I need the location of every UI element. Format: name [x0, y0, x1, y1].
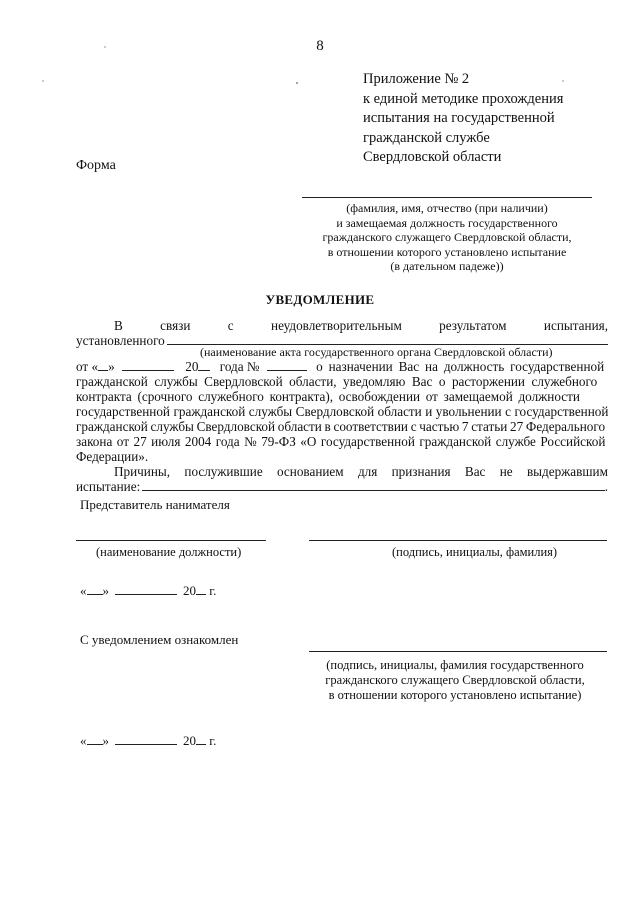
form-label: Форма: [76, 158, 116, 173]
acknowledgement-label: С уведомлением ознакомлен: [80, 632, 239, 647]
reasons-line-1: [114, 464, 608, 479]
body-word: признания: [391, 464, 451, 479]
addressee-caption: [292, 201, 602, 274]
acknowledgement-caption-line: в отношении которого установлено испытание): [328, 688, 582, 702]
body-word: В: [114, 318, 123, 333]
body-line-1: [76, 318, 608, 333]
body-word: послужившие: [184, 464, 263, 479]
page-number: 8: [316, 38, 324, 54]
year-blank[interactable]: [196, 583, 206, 595]
body-line-3: [76, 359, 608, 374]
date-open: от «: [76, 359, 99, 374]
appendix-header: [363, 70, 563, 168]
body-word: испытания,: [543, 318, 608, 333]
body-word: для: [357, 464, 378, 479]
signature-caption: (подпись, инициалы, фамилия): [392, 545, 558, 559]
body-line-8: закона от 27 июля 2004 года № 79-ФЗ «О государственной гражданской службе Российской: [76, 434, 606, 449]
date-quote-close: »: [102, 733, 109, 748]
body-text: .: [604, 479, 608, 494]
body-word: с: [227, 318, 234, 333]
acknowledgement-caption-line: гражданского служащего Свердловской области,: [325, 673, 585, 687]
body-line-4: гражданской службы Свердловской области, уведомляю Вас о расторжении служебного: [76, 374, 598, 389]
addressee-caption-line: (фамилия, имя, отчество (при наличии): [346, 201, 548, 215]
year-prefix: 20: [185, 359, 199, 374]
date-quote-open: «: [80, 733, 87, 748]
year-prefix: 20: [183, 733, 196, 748]
date-quote-open: «: [80, 583, 87, 598]
month-blank[interactable]: [115, 733, 177, 745]
date-quote-close: »: [102, 583, 109, 598]
number-blank[interactable]: [267, 359, 307, 371]
body-line-6: государственной гражданской службы Свердловской области и увольнении с государственной: [76, 404, 609, 419]
document-title: УВЕДОМЛЕНИЕ: [265, 292, 375, 307]
day-blank[interactable]: [87, 583, 103, 595]
reasons-line-2: [76, 479, 608, 494]
addressee-caption-line: в отношении которого установлено испытание: [327, 244, 567, 259]
signature-blank-line[interactable]: [309, 540, 607, 541]
body-word: неудовлетворительным: [271, 318, 402, 333]
scan-speck: [42, 80, 44, 82]
appendix-line: Свердловской области: [363, 149, 502, 165]
year-suffix: г.: [209, 733, 217, 748]
date-field-2: [80, 733, 216, 749]
day-blank[interactable]: [98, 359, 108, 371]
date-close: »: [108, 359, 115, 374]
addressee-blank-line[interactable]: [302, 197, 592, 198]
body-line-7: гражданской службы Свердловской области в соответствии с частью 7 статьи 27 Федерального: [76, 419, 606, 434]
body-line-5: контракта (срочного служебного контракта), освобождении от замещаемой должности: [76, 389, 580, 404]
acknowledgement-signature-line[interactable]: [309, 651, 607, 652]
year-prefix: 20: [183, 583, 196, 598]
body-word: Вас: [464, 464, 486, 479]
addressee-caption-line: (в дательном падеже)): [390, 259, 504, 273]
month-blank[interactable]: [122, 359, 174, 371]
body-word: основанием: [276, 464, 344, 479]
reasons-blank[interactable]: [142, 479, 604, 491]
year-blank[interactable]: [196, 733, 206, 745]
addressee-caption-line: и замещаемая должность государственного: [336, 215, 558, 230]
body-word: связи: [160, 318, 191, 333]
date-field-1: [80, 583, 216, 599]
body-text: установленного: [76, 333, 165, 348]
position-caption: (наименование должности): [96, 545, 242, 559]
year-word: года №: [219, 359, 260, 374]
body-text: о назначении Вас на должность государственной: [316, 359, 605, 374]
employer-rep-label: Представитель нанимателя: [80, 497, 230, 512]
acknowledgement-caption: [302, 658, 608, 703]
body-word: результатом: [439, 318, 507, 333]
body-line-9: Федерации».: [76, 449, 149, 464]
scan-speck: [296, 82, 298, 84]
position-blank-line[interactable]: [76, 540, 266, 541]
body-word: Причины,: [114, 464, 171, 479]
year-blank[interactable]: [198, 359, 210, 371]
addressee-caption-line: гражданского служащего Свердловской области,: [322, 230, 572, 244]
acknowledgement-caption-line: (подпись, инициалы, фамилия государственного: [326, 658, 584, 672]
appendix-line: гражданской службе: [363, 129, 490, 146]
appendix-line: Приложение № 2: [363, 71, 470, 87]
appendix-line: к единой методике прохождения: [363, 90, 564, 107]
appendix-line: испытания на государственной: [363, 110, 555, 126]
month-blank[interactable]: [115, 583, 177, 595]
day-blank[interactable]: [87, 733, 103, 745]
act-name-blank[interactable]: [167, 333, 608, 345]
year-suffix: г.: [209, 583, 217, 598]
act-caption: (наименование акта государственного органа Свердловской области): [200, 345, 553, 359]
body-word: выдержавшим: [526, 464, 608, 479]
body-word: не: [499, 464, 513, 479]
body-text: испытание:: [76, 479, 141, 494]
